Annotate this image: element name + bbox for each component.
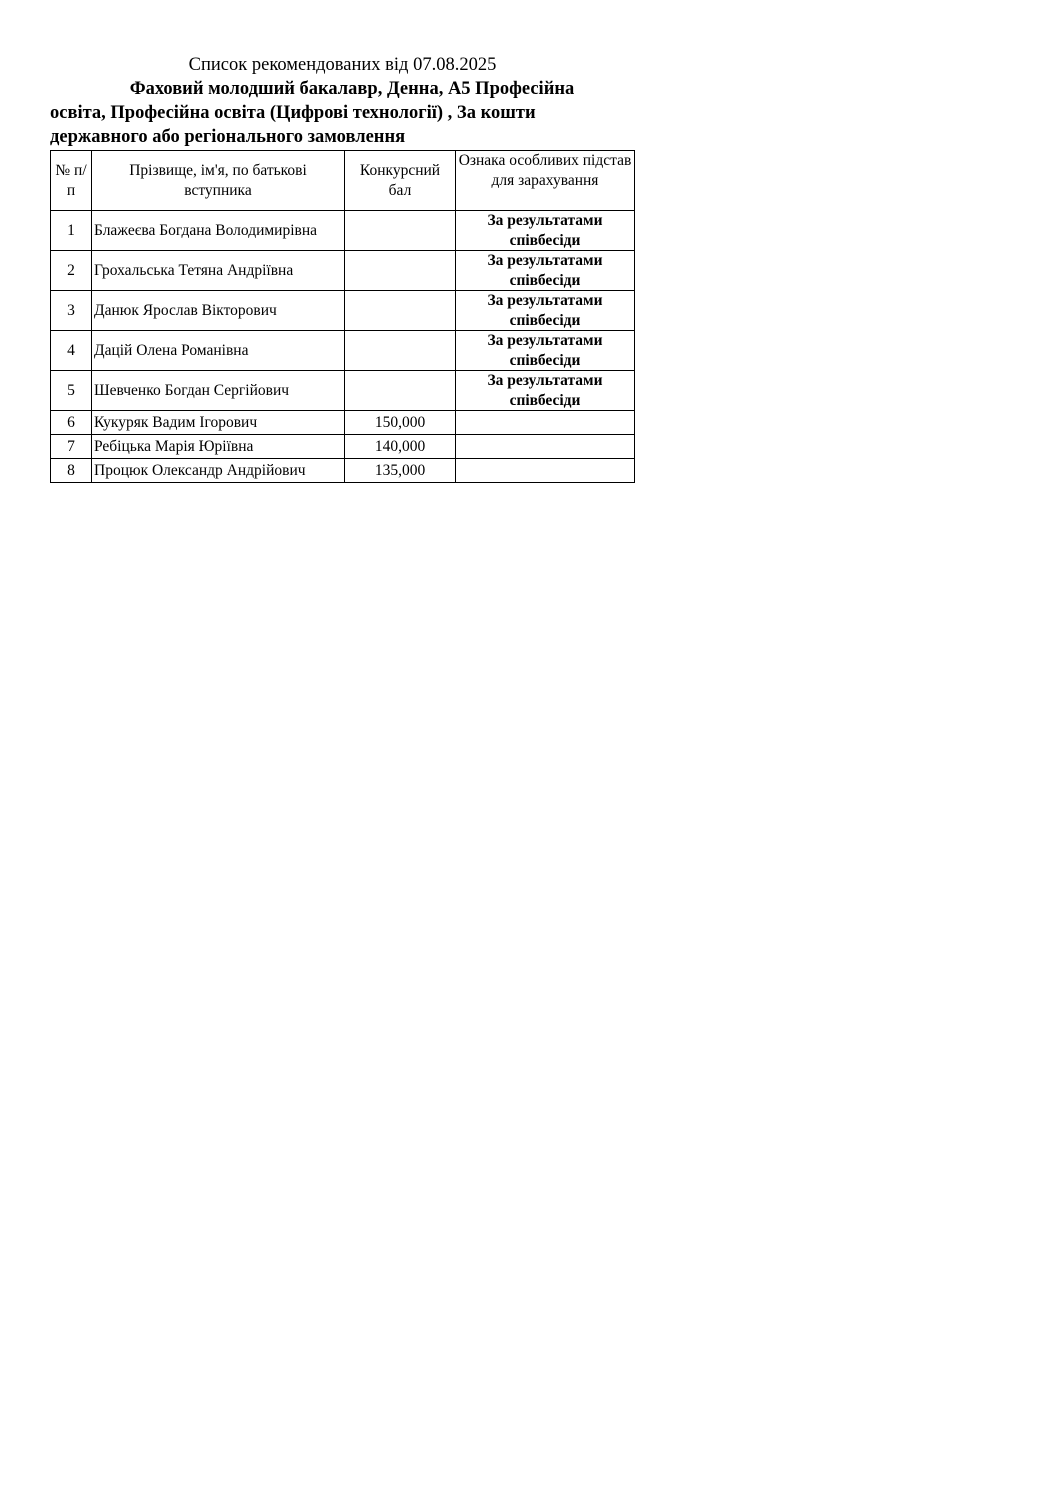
table-row bbox=[51, 331, 635, 371]
cell-name: Ребіцька Марія Юріївна bbox=[92, 435, 345, 459]
cell-name: Шевченко Богдан Сергійович bbox=[92, 371, 345, 411]
cell-num: 1 bbox=[51, 211, 92, 251]
cell-score bbox=[345, 291, 456, 331]
cell-score bbox=[345, 211, 456, 251]
table-row bbox=[51, 371, 635, 411]
cell-num: 5 bbox=[51, 371, 92, 411]
cell-name: Дацій Олена Романівна bbox=[92, 331, 345, 371]
cell-name: Данюк Ярослав Вікторович bbox=[92, 291, 345, 331]
header-score: Конкурсний бал bbox=[345, 151, 456, 211]
cell-mark bbox=[456, 459, 635, 483]
recommended-applicants-table bbox=[50, 150, 635, 483]
cell-name: Блажеєва Богдана Володимирівна bbox=[92, 211, 345, 251]
cell-num: 4 bbox=[51, 331, 92, 371]
document-title: Список рекомендованих від 07.08.2025 bbox=[188, 55, 497, 75]
cell-num: 7 bbox=[51, 435, 92, 459]
table-row bbox=[51, 291, 635, 331]
cell-score: 140,000 bbox=[345, 435, 456, 459]
table-header-row bbox=[51, 151, 635, 211]
cell-num: 6 bbox=[51, 411, 92, 435]
cell-mark: За результатами співбесіди bbox=[456, 291, 635, 331]
header-mark: Ознака особливих підстав для зарахування bbox=[456, 151, 635, 211]
cell-name: Процюк Олександр Андрійович bbox=[92, 459, 345, 483]
cell-mark bbox=[456, 435, 635, 459]
table-row bbox=[51, 211, 635, 251]
cell-name: Кукуряк Вадим Ігорович bbox=[92, 411, 345, 435]
cell-num: 3 bbox=[51, 291, 92, 331]
cell-num: 2 bbox=[51, 251, 92, 291]
heading-line-3: державного або регіонального замовлення bbox=[50, 127, 406, 147]
cell-mark: За результатами співбесіди bbox=[456, 251, 635, 291]
table-row bbox=[51, 411, 635, 435]
cell-mark bbox=[456, 411, 635, 435]
heading-line-1: Фаховий молодший бакалавр, Денна, A5 Професійна bbox=[129, 79, 575, 99]
heading-line-2: освіта, Професійна освіта (Цифрові технології) , За кошти bbox=[50, 103, 536, 123]
cell-score bbox=[345, 251, 456, 291]
cell-score bbox=[345, 331, 456, 371]
table-row bbox=[51, 435, 635, 459]
header-num: № п/п bbox=[51, 151, 92, 211]
cell-score bbox=[345, 371, 456, 411]
header-name: Прізвище, ім'я, по батькові вступника bbox=[92, 151, 345, 211]
cell-name: Грохальська Тетяна Андріївна bbox=[92, 251, 345, 291]
cell-num: 8 bbox=[51, 459, 92, 483]
table-row bbox=[51, 459, 635, 483]
cell-mark: За результатами співбесіди bbox=[456, 211, 635, 251]
table-row bbox=[51, 251, 635, 291]
cell-mark: За результатами співбесіди bbox=[456, 371, 635, 411]
cell-score: 135,000 bbox=[345, 459, 456, 483]
document-heading bbox=[50, 77, 634, 149]
cell-mark: За результатами співбесіди bbox=[456, 331, 635, 371]
cell-score: 150,000 bbox=[345, 411, 456, 435]
